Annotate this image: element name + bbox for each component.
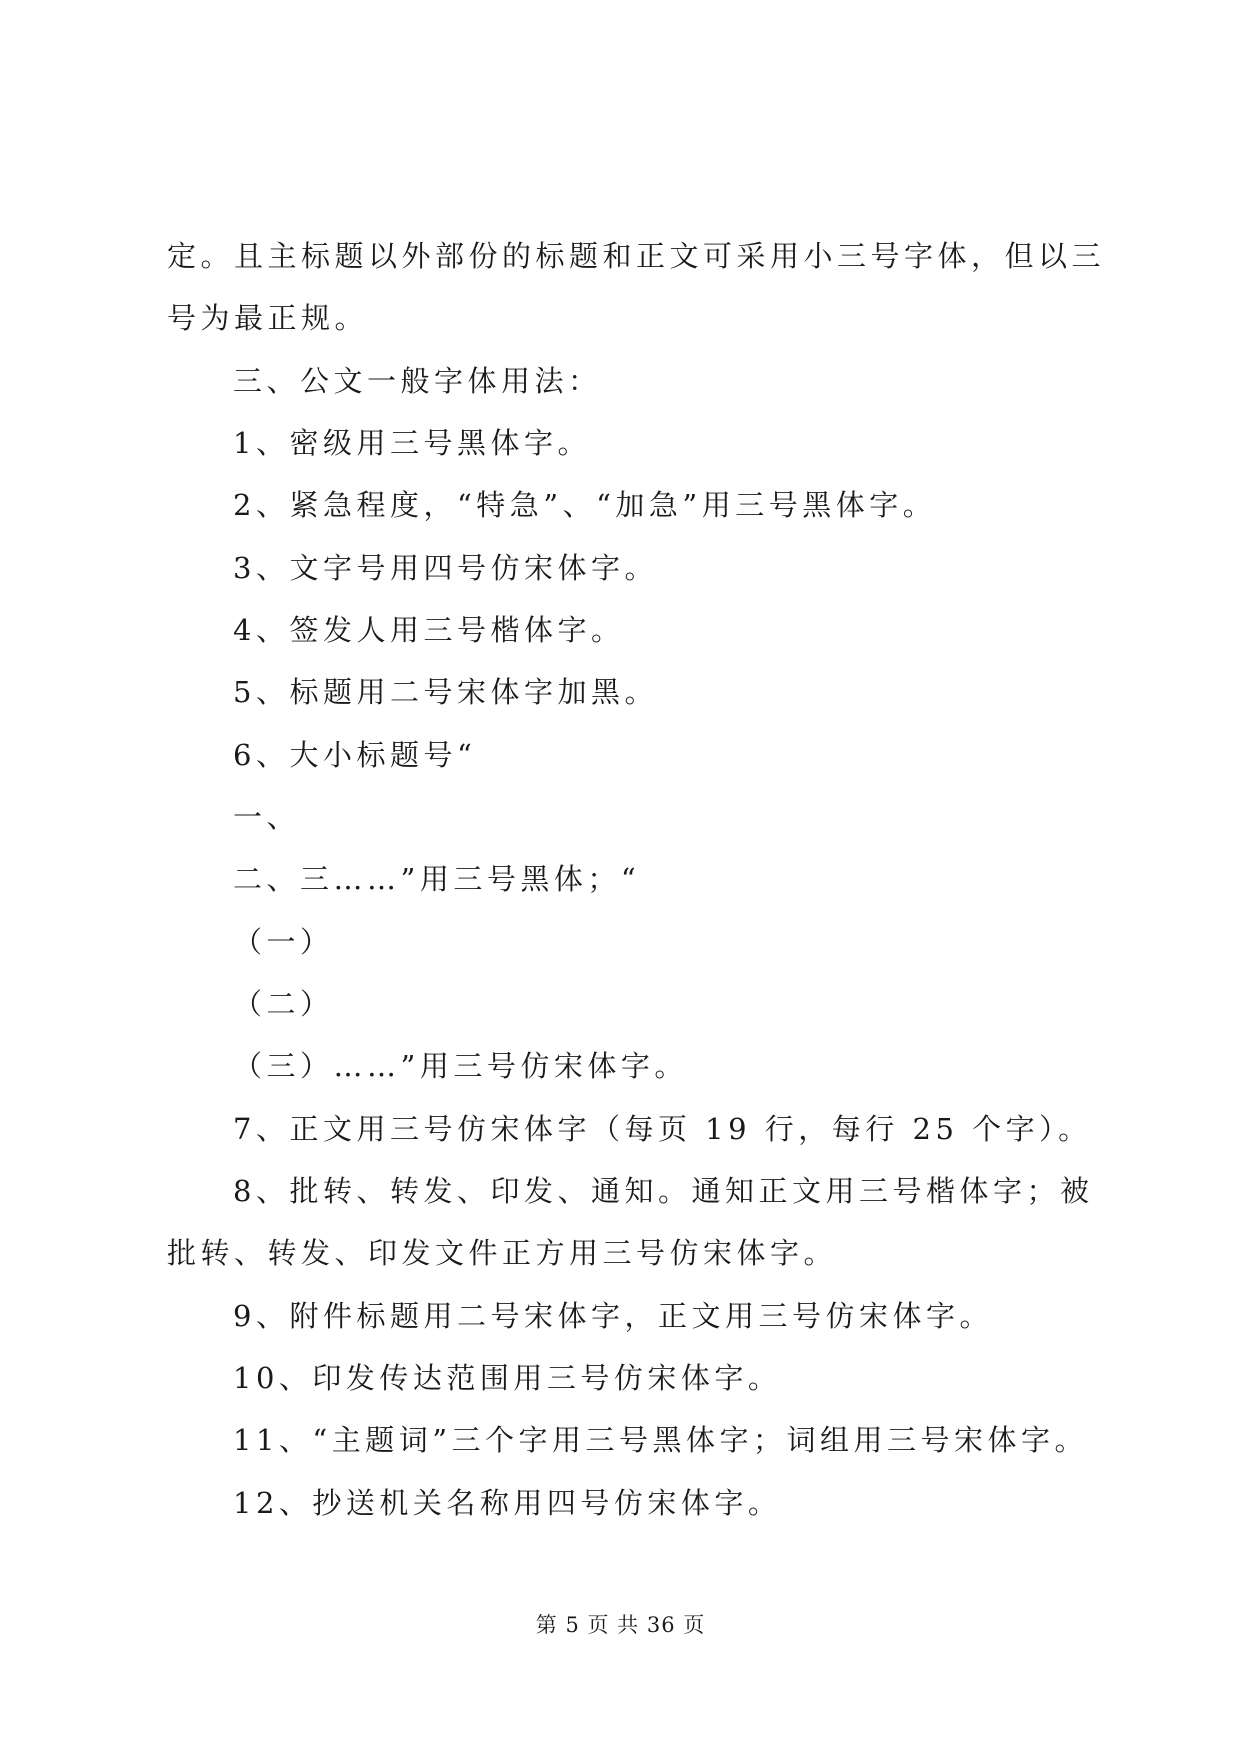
section-heading: 三、公文一般字体用法： bbox=[233, 364, 602, 398]
list-item: 二、三……”用三号黑体；“ bbox=[233, 862, 641, 896]
list-item: （三）……”用三号仿宋体字。 bbox=[233, 1049, 688, 1083]
list-item: 12、抄送机关名称用四号仿宋体字。 bbox=[233, 1486, 782, 1520]
paragraph-line: 号为最正规。 bbox=[167, 301, 369, 335]
list-item: 11、“主题词”三个字用三号黑体字；词组用三号宋体字。 bbox=[233, 1423, 1089, 1457]
list-item: 2、紧急程度，“特急”、“加急”用三号黑体字。 bbox=[233, 488, 937, 522]
list-item: 8、批转、转发、印发、通知。通知正文用三号楷体字；被 bbox=[233, 1174, 1094, 1208]
list-item: 6、大小标题号“ bbox=[233, 738, 477, 772]
paragraph-line: 定。且主标题以外部份的标题和正文可采用小三号字体，但以三 bbox=[167, 239, 1106, 273]
list-item: （一） bbox=[233, 925, 334, 959]
list-item: 10、印发传达范围用三号仿宋体字。 bbox=[233, 1361, 782, 1395]
list-item: 7、正文用三号仿宋体字（每页 19 行，每行 25 个字）。 bbox=[233, 1112, 1092, 1146]
list-item: 1、密级用三号黑体字。 bbox=[233, 426, 591, 460]
list-item: （二） bbox=[233, 987, 334, 1021]
paragraph-line: 批转、转发、印发文件正方用三号仿宋体字。 bbox=[167, 1236, 838, 1270]
page-number-footer: 第 5 页 共 36 页 bbox=[535, 1613, 706, 1637]
list-item: 5、标题用二号宋体字加黑。 bbox=[233, 675, 658, 709]
list-item: 一、 bbox=[233, 800, 301, 834]
list-item: 9、附件标题用二号宋体字，正文用三号仿宋体字。 bbox=[233, 1299, 993, 1333]
list-item: 4、签发人用三号楷体字。 bbox=[233, 613, 625, 647]
list-item: 3、文字号用四号仿宋体字。 bbox=[233, 551, 658, 585]
